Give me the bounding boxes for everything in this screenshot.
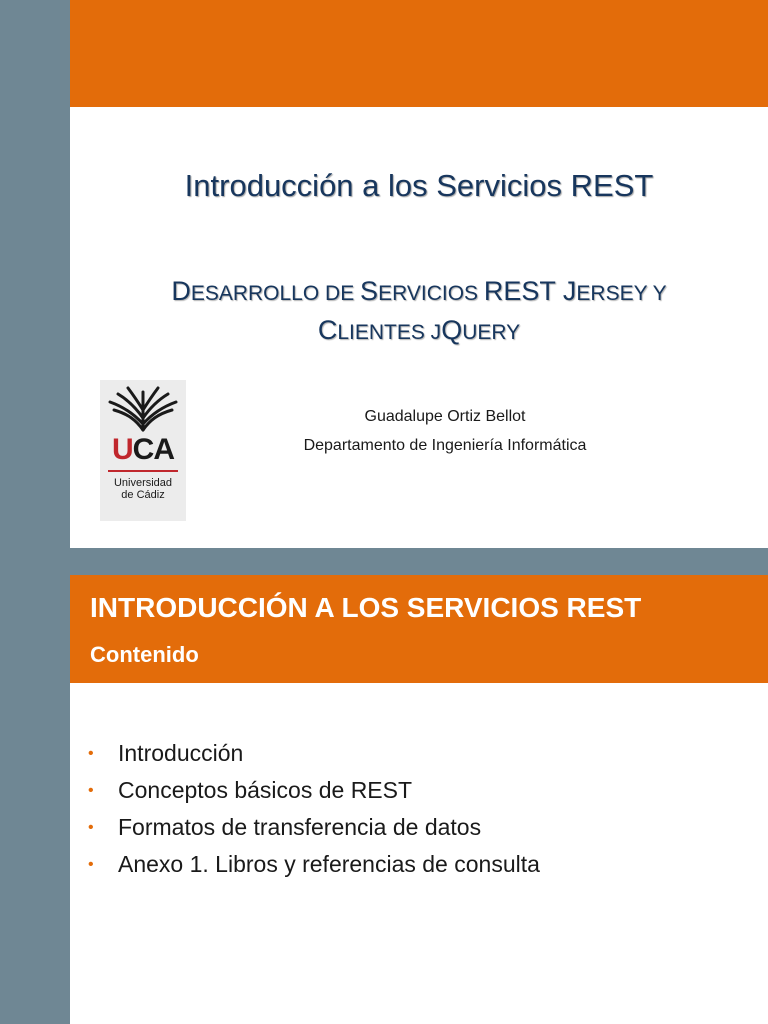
list-item-text: Introducción: [118, 740, 244, 766]
uca-emblem-icon: [100, 380, 186, 436]
bullet-icon: •: [88, 745, 94, 762]
logo-caption-line-1: Universidad: [113, 477, 173, 489]
subtitle-run: UERY: [462, 321, 521, 344]
subtitle-line-2: [110, 313, 728, 352]
header-band: [70, 0, 768, 107]
subtitle-run: D: [171, 276, 191, 306]
section-header-band: [70, 575, 768, 683]
author-name: Guadalupe Ortiz Bellot: [364, 408, 526, 425]
presentation-subtitle: [110, 274, 728, 352]
subtitle-run: LIENTES J: [337, 321, 442, 344]
list-item: [88, 735, 540, 772]
subtitle-run: ERSEY Y: [576, 282, 667, 305]
section-heading: INTRODUCCIÓN A LOS SERVICIOS REST: [90, 592, 642, 623]
bullet-icon: •: [88, 819, 94, 836]
subtitle-run: ERVICIOS: [378, 282, 484, 305]
list-item-text: Formatos de transferencia de datos: [118, 814, 482, 840]
list-item: [88, 809, 540, 846]
section-subheading: Contenido: [90, 642, 199, 667]
contents-slide: [70, 575, 768, 1024]
logo-caption: [100, 477, 186, 501]
contents-list: [88, 735, 540, 883]
subtitle-run: S: [360, 276, 379, 306]
subtitle-run: REST J: [483, 276, 577, 306]
subtitle-run: C: [317, 315, 338, 345]
subtitle-run: Q: [441, 315, 463, 345]
uca-wordmark: UCA: [111, 433, 174, 466]
list-item-text: Anexo 1. Libros y referencias de consulta: [118, 851, 540, 877]
bullet-icon: •: [88, 856, 94, 873]
list-item: [88, 772, 540, 809]
list-item-text: Conceptos básicos de REST: [118, 777, 413, 803]
university-logo: [100, 380, 186, 521]
title-slide: [70, 0, 768, 548]
logo-divider: [108, 470, 178, 472]
author-department: Departamento de Ingeniería Informática: [303, 437, 587, 454]
logo-caption-line-2: de Cádiz: [121, 489, 165, 501]
subtitle-line-1: [110, 274, 728, 313]
bullet-icon: •: [88, 782, 94, 799]
presentation-title: Introducción a los Servicios REST: [184, 168, 654, 203]
list-item: [88, 846, 540, 883]
subtitle-run: ESARROLLO DE: [190, 282, 361, 305]
